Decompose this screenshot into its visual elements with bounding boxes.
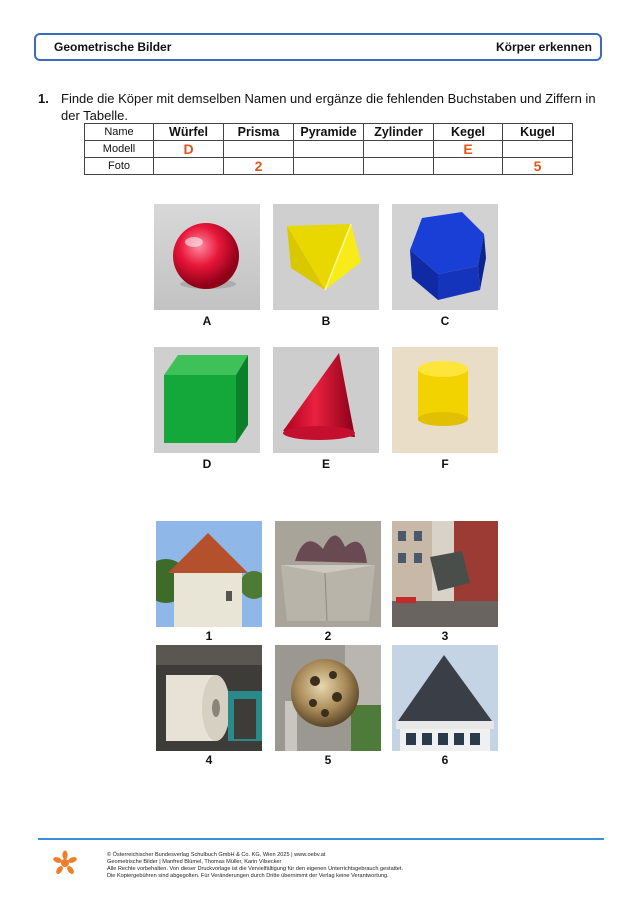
table-header-kegel: Kegel [434,124,503,141]
table-header-wuerfel: Würfel [154,124,224,141]
cube-sculpture-photo [392,521,498,627]
tower-pyramid-roof-photo [156,521,262,627]
photo-label-1: 1 [205,629,213,643]
footer-line: Geometrische Bilder | Manfred Blümel, Thomas Müller, Karin Vilsecker [107,859,282,865]
model-label-d: D [202,457,212,471]
red-sphere-model [154,204,260,310]
table-header-row [85,124,573,141]
model-label-c: C [440,314,450,328]
row-label: Foto [85,158,154,175]
footer-line: Die Kopiergebühren sind abgegolten. Für Veränderungen durch Dritte übernimmt der Verlag keine Verantwortung. [107,873,389,879]
table-row-foto [85,158,573,175]
answer-cell[interactable] [294,141,364,158]
answer-cell[interactable] [154,158,224,175]
answer-cell[interactable]: E [434,141,503,158]
answer-cell[interactable] [434,158,503,175]
yellow-pyramid-model [273,204,379,310]
metal-sphere-sculpture-photo [275,645,381,751]
yellow-cylinder-model [392,347,498,453]
table-header-zylinder: Zylinder [364,124,434,141]
model-label-e: E [321,457,330,471]
table-header-name: Name [85,124,154,141]
footer-copyright [107,852,577,880]
model-label-a: A [202,314,212,328]
paper-roll-cylinder-photo [156,645,262,751]
photo-label-4: 4 [205,753,213,767]
footer-line: Alle Rechte vorbehalten. Von dieser Druckvorlage ist die Vervielfältigung für den eigenen Unterrichtsgebrauch gestattet. [107,866,404,872]
photo-label-2: 2 [324,629,332,643]
model-label-f: F [441,457,449,471]
red-cone-model [273,347,379,453]
cone-roof-tower-photo [392,645,498,751]
answer-table [84,123,573,175]
answer-cell[interactable] [503,141,573,158]
task-text: Finde die Köper mit demselben Namen und ergänze die fehlenden Buchstaben und Ziffern in der Tabelle. [61,91,596,123]
answer-cell[interactable]: D [154,141,224,158]
answer-cell[interactable] [364,158,434,175]
task-number: 1. [38,91,49,106]
green-cube-model [154,347,260,453]
answer-cell[interactable]: 5 [503,158,573,175]
table-header-pyramide: Pyramide [294,124,364,141]
worksheet-header [34,33,602,61]
model-label-b: B [321,314,331,328]
worksheet-title: Geometrische Bilder [54,40,172,54]
table-header-prisma: Prisma [224,124,294,141]
blue-hexagonal-prism-model [392,204,498,310]
worksheet-topic: Körper erkennen [495,40,592,54]
photo-label-3: 3 [441,629,449,643]
footer-line: © Österreichischer Bundesverlag Schulbuch GmbH & Co. KG, Wien 2025 | www.oebv.at [107,852,326,858]
answer-cell[interactable] [224,141,294,158]
photo-label-6: 6 [441,753,449,767]
answer-cell[interactable] [364,141,434,158]
answer-cell[interactable]: 2 [224,158,294,175]
footer-divider [38,838,604,840]
table-header-kugel: Kugel [503,124,573,141]
photo-label-5: 5 [324,753,332,767]
publisher-logo-icon [52,850,78,876]
table-row-modell [85,141,573,158]
hexagonal-planter-photo [275,521,381,627]
row-label: Modell [85,141,154,158]
answer-cell[interactable] [294,158,364,175]
